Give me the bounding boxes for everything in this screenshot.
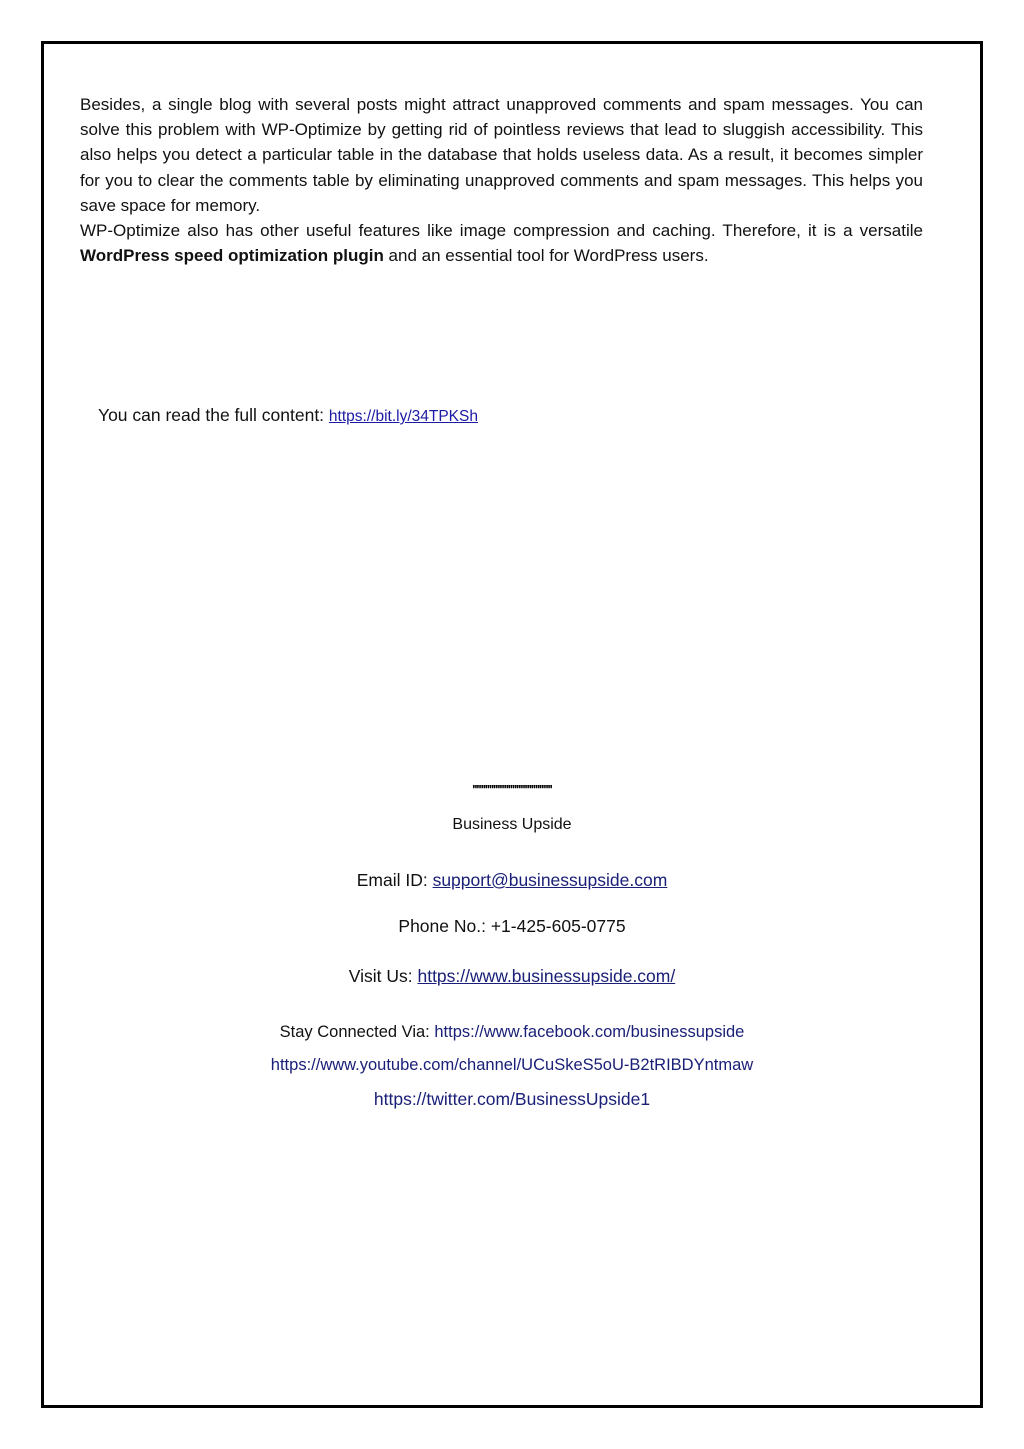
email-line bbox=[41, 870, 983, 891]
social-twitter-line bbox=[41, 1089, 983, 1110]
footer-divider: '''''''''''''''''''''''''''''''''''''' bbox=[472, 782, 552, 797]
stay-connected-label: Stay Connected Via: bbox=[279, 1023, 435, 1041]
paragraph-text: and an essential tool for WordPress users. bbox=[383, 246, 709, 266]
read-more-link[interactable]: https://bit.ly/34TPKSh bbox=[328, 408, 478, 425]
article-paragraph: Besides, a single blog with several posts might attract unapproved comments and spam messages. You can solve this problem with WP-Optimize by getting rid of pointless reviews that lead to sluggish accessibility. This also helps you detect a particular table in the database that holds useless data. As a result, it becomes simpler for you to clear the comments table by eliminating unapproved comments and spam messages. This helps you save space for memory. bbox=[80, 95, 923, 215]
paragraph-text: WP-Optimize also has other useful features like image compression and caching. Therefore, it is a versatile bbox=[80, 221, 923, 241]
facebook-link[interactable]: https://www.facebook.com/businessupside bbox=[434, 1023, 745, 1041]
email-link[interactable]: support@businessupside.com bbox=[432, 870, 668, 890]
website-label: Visit Us: bbox=[348, 966, 418, 986]
website-line bbox=[41, 966, 983, 987]
website-link[interactable]: https://www.businessupside.com/ bbox=[417, 966, 676, 986]
article-paragraph bbox=[80, 218, 923, 268]
twitter-link[interactable]: https://twitter.com/BusinessUpside1 bbox=[373, 1089, 651, 1109]
social-facebook-line bbox=[41, 1023, 983, 1042]
article-body bbox=[80, 92, 923, 268]
read-more-label: You can read the full content: bbox=[98, 405, 329, 425]
bold-keyword: WordPress speed optimization plugin bbox=[80, 246, 384, 266]
phone-line: Phone No.: +1-425-605-0775 bbox=[398, 916, 626, 936]
company-name: Business Upside bbox=[452, 816, 572, 833]
email-label: Email ID: bbox=[356, 870, 433, 890]
youtube-link[interactable]: https://www.youtube.com/channel/UCuSkeS5oU-B2tRIBDYntmaw bbox=[270, 1056, 754, 1074]
social-youtube-line bbox=[41, 1056, 983, 1075]
read-more-line bbox=[98, 402, 478, 430]
